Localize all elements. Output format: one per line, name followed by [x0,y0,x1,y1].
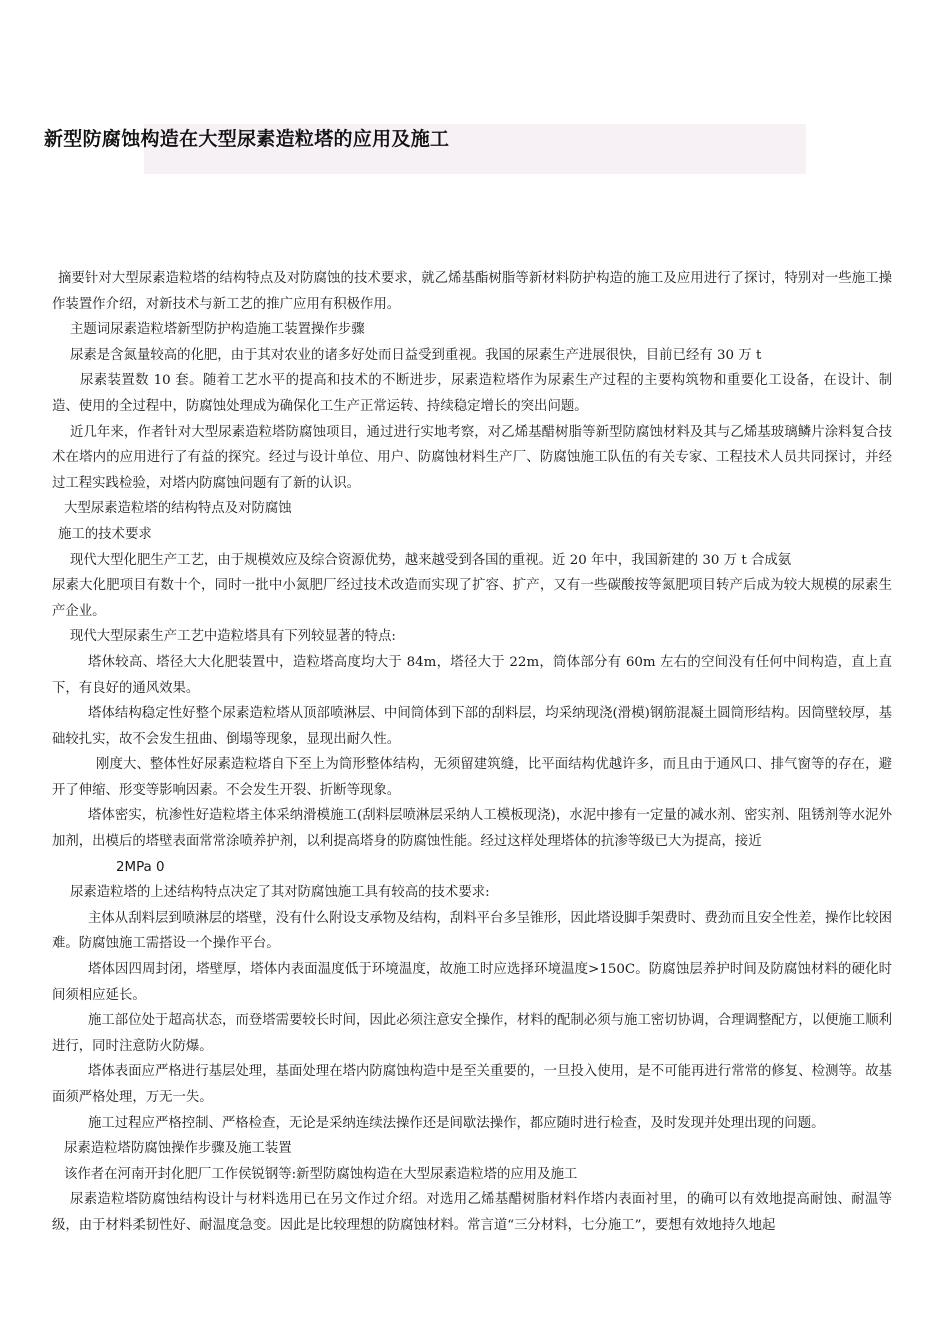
body-paragraph: 尿素造粒塔防腐蚀结构设计与材料选用已在另文作过介绍。对选用乙烯基醋树脂材料作塔内表面衬里，的确可以有效地提高耐蚀、耐温等级，由于材料柔韧性好、耐温度急变。因此是比较理想的防腐蚀材料。常言道“三分材料，七分施工”，要想有效地持久地起 [52,1192,892,1233]
body-paragraph: 现代大型化肥生产工艺，由于规模效应及综合资源优势，越来越受到各国的重视。近 20 年中，我国新建的 30 万 t 合成氨 [70,552,792,568]
section-heading: 尿素造粒塔防腐蚀操作步骤及施工装置 [64,1141,292,1157]
body-paragraph: 现代大型尿素生产工艺中造粒塔具有下列较显著的特点: [70,629,396,645]
body-paragraph: 尿素是含氮量较高的化肥，由于其对农业的诸多好处而日益受到重视。我国的尿素生产进展很快，目前已经有 30 万 t [70,347,762,363]
list-paragraph: 施工过程应严格控制、严格检查，无论是采纳连续法操作还是间歇法操作，都应随时进行检查，及时发现并处理出现的问题。 [88,1115,825,1131]
list-paragraph: 塔体密实，杭渗性好造粒塔主体采纳滑模施工(刮料层喷淋层采纳人工模板现浇)，水泥中掺有一定量的减水剂、密实剂、阻锈剂等水泥外加剂，出模后的塔壁表面常常涂喷养护剂，以利提高塔身的防腐蚀性能。经过这样处理塔体的抗渗等级已大为提高，接近 [52,808,892,850]
list-paragraph: 刚度大、整体性好尿素造粒塔自下至上为筒形整体结构，无须留建筑缝，比平面结构优越许多，而且由于通风口、排气窗等的存在，避开了伸缩、形变等影响因素。不会发生开裂、折断等现象。 [52,757,892,798]
abstract-paragraph: 摘要针对大型尿素造粒塔的结构特点及对防腐蚀的技术要求，就乙烯基酯树脂等新材料防护构造的施工及应用进行了探讨，特别对一些施工操作装置作介绍，对新技术与新工艺的推广应用有积极作用。 [52,271,892,312]
body-paragraph: 尿素装置数 10 套。随着工艺水平的提高和技术的不断进步，尿素造粒塔作为尿素生产过程的主要构筑物和重要化工设备，在设计、制造、使用的全过程中，防腐蚀处理成为确保化工生产正常运转、持续稳定增长的突出问题。 [52,373,892,414]
list-paragraph: 主体从刮料层到喷淋层的塔壁，没有什么附设支承物及结构，刮料平台多呈锥形，因此塔设脚手架费时、费劲而且安全性差，操作比较困难。防腐蚀施工需搭设一个操作平台。 [52,910,892,952]
list-paragraph: 塔体因四周封闭，塔壁厚，塔体内表面温度低于环境温度，故施工时应选择环境温度>150C。防腐蚀层养护时间及防腐蚀材料的硬化时间须相应延长。 [52,962,892,1003]
list-paragraph: 施工部位处于超高状态，而登塔需要较长时间，因此必须注意安全操作，材料的配制必须与施工密切协调，合理调整配方，以便施工顺利进行，同时注意防火防爆。 [52,1013,892,1054]
document-title: 新型防腐蚀构造在大型尿素造粒塔的应用及施工 [44,128,450,150]
body-paragraph: 尿素大化肥项目有数十个，同时一批中小氮肥厂经过技术改造而实现了扩容、扩产，又有一些碳酸按等氮肥项目转产后成为较大规模的尿素生产企业。 [52,578,892,619]
body-paragraph: 近几年来，作者针对大型尿素造粒塔防腐蚀项目，通过进行实地考察，对乙烯基醋树脂等新型防腐蚀材料及其与乙烯基玻璃鳞片涂料复合技术在塔内的应用进行了有益的探究。经过与设计单位、用户、防腐蚀材料生产厂、防腐蚀施工队伍的有关专家、工程技术人员共同探讨，并经过工程实践检验，对塔内防腐蚀问题有了新的认识。 [52,424,892,491]
list-paragraph: 塔体结构稳定性好整个尿素造粒塔从顶部喷淋层、中间筒体到下部的刮料层，均采纳现浇(滑模)钢筋混凝土圆筒形结构。因筒壁较厚，基础较扎实，故不会发生扭曲、倒塌等现象，显现出耐久性。 [52,706,892,747]
body-paragraph: 尿素造粒塔的上述结构特点决定了其对防腐蚀施工具有较高的技术要求: [70,885,490,901]
list-paragraph-tail: 2MPa 0 [116,859,165,875]
keywords-line: 主题词尿素造粒塔新型防护构造施工装置操作步骤 [70,322,365,338]
author-note: 该作者在河南开封化肥厂工作侯锐钢等:新型防腐蚀构造在大型尿素造粒塔的应用及施工 [64,1166,578,1182]
list-paragraph: 塔体表面应严格进行基层处理，基面处理在塔内防腐蚀构造中是至关重要的，一旦投入使用，是不可能再进行常常的修复、检测等。故基面须严格处理，万无一失。 [52,1064,892,1105]
list-paragraph: 塔休较高、塔径大大化肥装置中，造粒塔高度均大于 84m，塔径大于 22m，筒体部分有 60m 左右的空间没有任何中间构造，直上直下，有良好的通风效果。 [52,654,892,696]
section-heading: 大型尿素造粒塔的结构特点及对防腐蚀 [64,501,292,517]
document-body [52,266,892,1239]
section-heading: 施工的技术要求 [58,526,152,542]
